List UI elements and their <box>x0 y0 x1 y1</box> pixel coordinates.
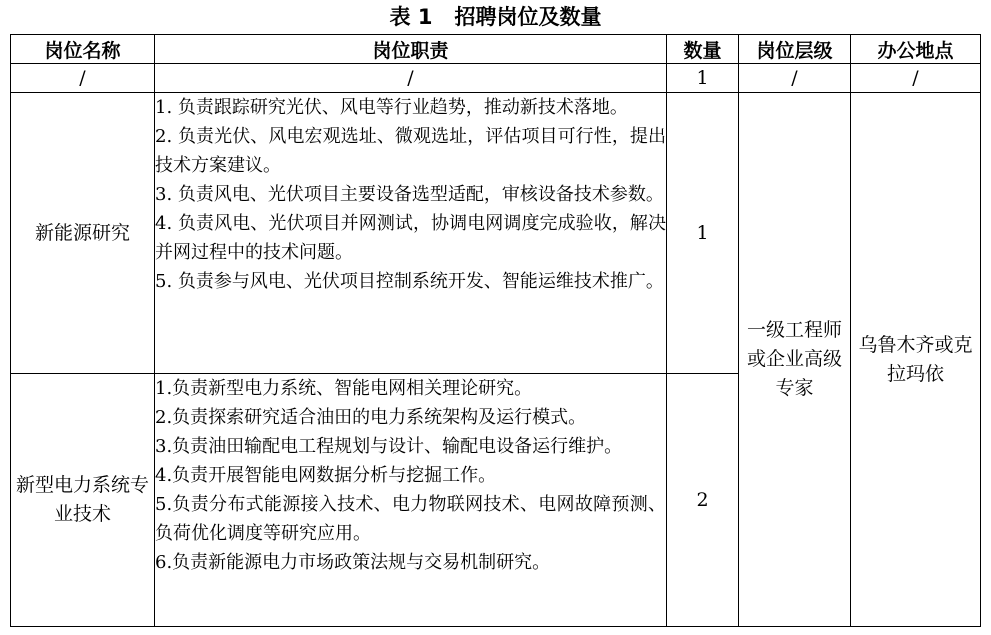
table-row <box>11 93 981 374</box>
summary-location: / <box>851 64 981 93</box>
summary-row <box>11 64 981 93</box>
recruitment-table <box>10 34 981 627</box>
duties-cell <box>155 93 667 374</box>
office-location: 乌鲁木齐或克拉玛依 <box>851 93 981 627</box>
duty-item: 1.负责新型电力系统、智能电网相关理论研究。 <box>155 378 533 399</box>
header-level: 岗位层级 <box>739 35 851 64</box>
header-duties: 岗位职责 <box>155 35 667 64</box>
table-number: 表 1 <box>389 5 433 29</box>
header-count: 数量 <box>667 35 739 64</box>
header-location: 办公地点 <box>851 35 981 64</box>
position-name: 新型电力系统专业技术 <box>11 374 155 627</box>
position-count: 2 <box>667 374 739 627</box>
table-title: 招聘岗位及数量 <box>454 5 602 29</box>
position-level: 一级工程师或企业高级专家 <box>739 93 851 627</box>
duty-item: 2. 负责光伏、风电宏观选址、微观选址，评估项目可行性，提出技术方案建议。 <box>155 126 666 176</box>
duty-item: 1. 负责跟踪研究光伏、风电等行业趋势，推动新技术落地。 <box>155 97 628 118</box>
table-caption <box>0 0 991 34</box>
duty-item: 5. 负责参与风电、光伏项目控制系统开发、智能运维技术推广。 <box>155 271 664 292</box>
header-position: 岗位名称 <box>11 35 155 64</box>
duties-cell <box>155 374 667 627</box>
summary-duties: / <box>155 64 667 93</box>
duty-item: 3. 负责风电、光伏项目主要设备选型适配，审核设备技术参数。 <box>155 184 664 205</box>
position-name: 新能源研究 <box>11 93 155 374</box>
duty-item: 4.负责开展智能电网数据分析与挖掘工作。 <box>155 465 497 486</box>
duty-item: 2.负责探索研究适合油田的电力系统架构及运行模式。 <box>155 407 587 428</box>
duty-item: 6.负责新能源电力市场政策法规与交易机制研究。 <box>155 552 551 573</box>
duty-item: 4. 负责风电、光伏项目并网测试，协调电网调度完成验收，解决并网过程中的技术问题。 <box>155 213 666 263</box>
summary-count: 1 <box>667 64 739 93</box>
duty-item: 3.负责油田输配电工程规划与设计、输配电设备运行维护。 <box>155 436 623 457</box>
summary-position: / <box>11 64 155 93</box>
duty-item: 5.负责分布式能源接入技术、电力物联网技术、电网故障预测、负荷优化调度等研究应用。 <box>155 494 666 544</box>
summary-level: / <box>739 64 851 93</box>
header-row <box>11 35 981 64</box>
position-count: 1 <box>667 93 739 374</box>
